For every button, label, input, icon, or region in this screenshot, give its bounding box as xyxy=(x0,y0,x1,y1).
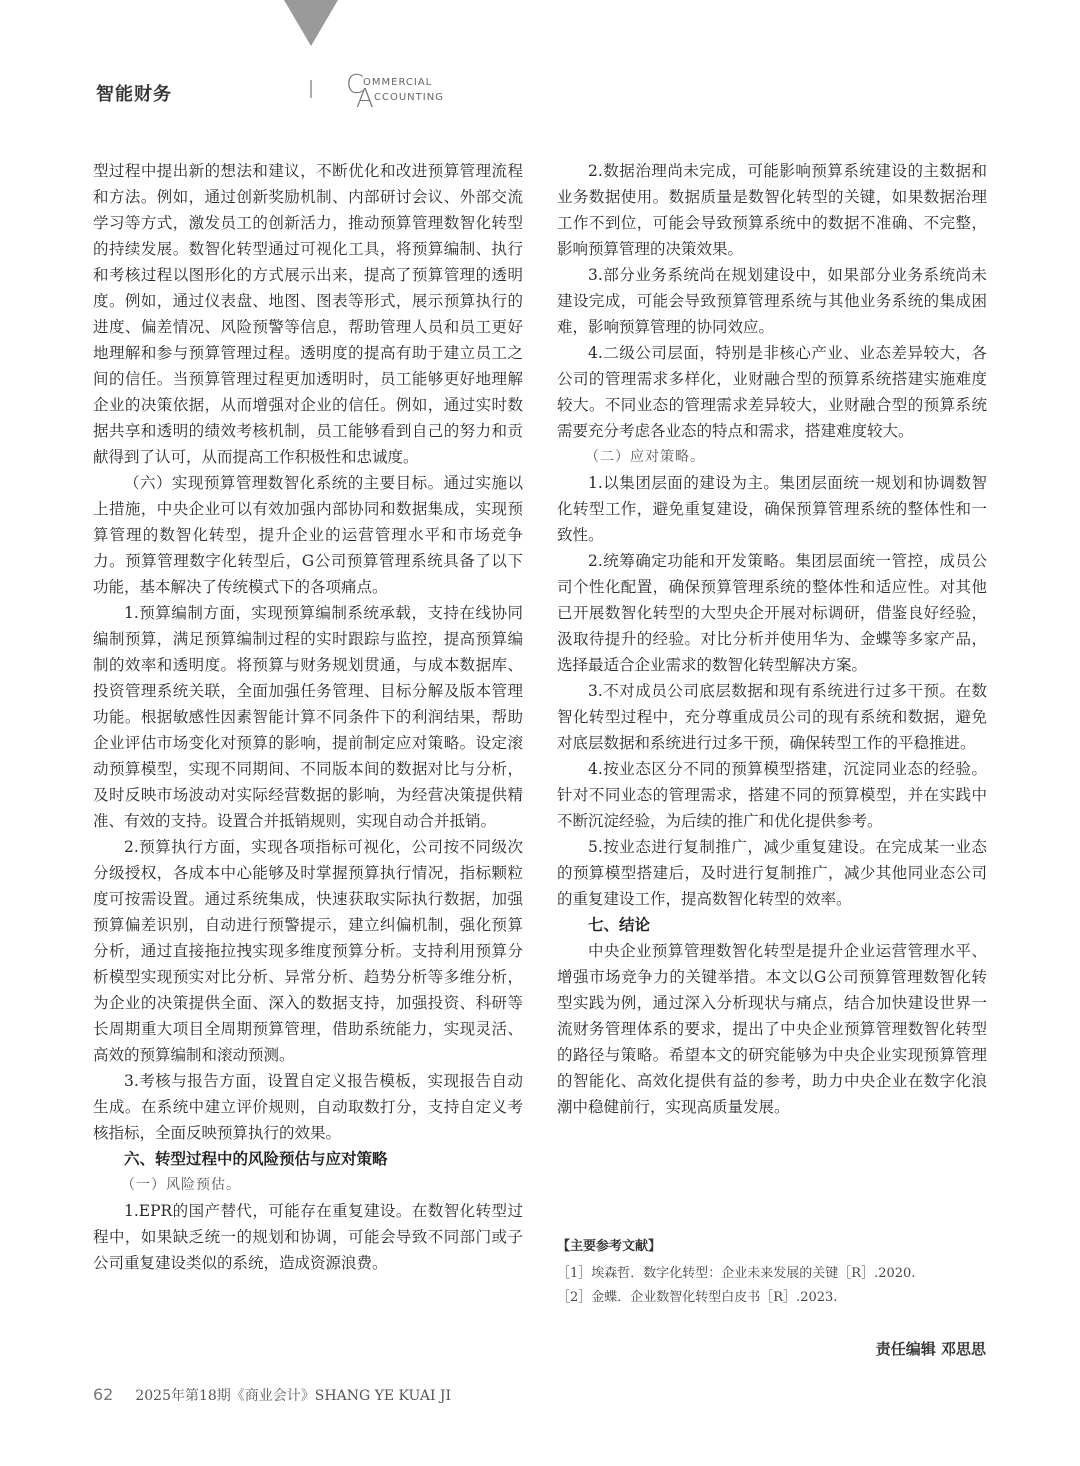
paragraph: 中央企业预算管理数智化转型是提升企业运营管理水平、增强市场竞争力的关键举措。本文以G公司预算管理数智化转型实践为例，通过深入分析现状与痛点，结合加快建设世界一流财务管理体系的要求，提出了中央企业预算管理数智化转型的路径与策略。希望本文的研究能够为中央企业实现预算管理的智能化、高效化提供有益的参考，助力中央企业在数字化浪潮中稳健前行，实现高质量发展。 xyxy=(557,942,987,1116)
reference-item: ［1］埃森哲．数字化转型：企业未来发展的关键［R］.2020. xyxy=(557,1266,916,1281)
header-triangle-mark xyxy=(284,0,338,46)
paragraph: 型过程中提出新的想法和建议，不断优化和改进预算管理流程和方法。例如，通过创新奖励机制、内部研讨会议、外部交流学习等方式，激发员工的创新活力，推动预算管理数智化转型的持续发展。数智化转型通过可视化工具，将预算编制、执行和考核过程以图形化的方式展示出来，提高了预算管理的透明度。例如，通过仪表盘、地图、图表等形式，展示预算执行的进度、偏差情况、风险预警等信息，帮助管理人员和员工更好地理解和参与预算管理过程。透明度的提高有助于建立员工之间的信任。当预算管理过程更加透明时，员工能够更好地理解企业的决策依据，从而增强对企业的信任。例如，通过实时数据共享和透明的绩效考核机制，员工能够看到自己的努力和贡献得到了认可，从而提高工作积极性和忠诚度。 xyxy=(93,162,523,466)
paragraph: 1.预算编制方面，实现预算编制系统承载，支持在线协同编制预算，满足预算编制过程的实时跟踪与监控，提高预算编制的效率和透明度。将预算与财务规划贯通，与成本数据库、投资管理系统关联，全面加强任务管理、目标分解及版本管理功能。根据敏感性因素智能计算不同条件下的利润结果，帮助企业评估市场变化对预算的影响，提前制定应对策略。设定滚动预算模型，实现不同期间、不同版本间的数据对比与分析，及时反映市场波动对实际经营数据的影响，为经营决策提供精准、有效的支持。设置合并抵销规则，实现自动合并抵销。 xyxy=(93,604,523,830)
paragraph: 3.不对成员公司底层数据和现有系统进行过多干预。在数智化转型过程中，充分尊重成员公司的现有系统和数据，避免对底层数据和系统进行过多干预，确保转型工作的平稳推进。 xyxy=(557,682,987,752)
paragraph: 2.统筹确定功能和开发策略。集团层面统一管控，成员公司个性化配置，确保预算管理系统的整体性和适应性。对其他已开展数智化转型的大型央企开展对标调研，借鉴良好经验，汲取待提升的经验。对比分析并使用华为、金蝶等多家产品，选择最适合企业需求的数智化转型解决方案。 xyxy=(557,552,987,674)
paragraph: 2.预算执行方面，实现各项指标可视化，公司按不同级次分级授权，各成本中心能够及时掌握预算执行情况，指标颗粒度可按需设置。通过系统集成，快速获取实际执行数据，加强预算偏差识别，自动进行预警提示，建立纠偏机制，强化预算分析，通过直接拖拉拽实现多维度预算分析。支持利用预算分析模型实现预实对比分析、异常分析、趋势分析等多维分析，为企业的决策提供全面、深入的数据支持，加强投资、科研等长周期重大项目全周期预算管理，借助系统能力，实现灵活、高效的预算编制和滚动预测。 xyxy=(93,838,523,1064)
paragraph: （六）实现预算管理数智化系统的主要目标。通过实施以上措施，中央企业可以有效加强内部协同和数据集成，实现预算管理的数智化转型，提升企业的运营管理水平和市场竞争力。预算管理数字化转型后，G公司预算管理系统具备了以下功能，基本解决了传统模式下的各项痛点。 xyxy=(93,474,523,596)
paragraph: 1.以集团层面的建设为主。集团层面统一规划和协调数智化转型工作，避免重复建设，确保预算管理系统的整体性和一致性。 xyxy=(557,474,987,544)
paragraph: 4.按业态区分不同的预算模型搭建，沉淀同业态的经验。针对不同业态的管理需求，搭建不同的预算模型，并在实践中不断沉淀经验，为后续的推广和优化提供参考。 xyxy=(557,760,987,830)
header-separator xyxy=(310,80,312,98)
paragraph: 3.考核与报告方面，设置自定义报告模板，实现报告自动生成。在系统中建立评价规则，自动取数打分，支持自定义考核指标，全面反映预算执行的效果。 xyxy=(93,1072,523,1142)
right-column xyxy=(557,158,987,1120)
journal-logo xyxy=(346,72,456,112)
left-column xyxy=(93,158,523,1276)
page-number: 62 xyxy=(93,1385,114,1404)
logo-letter-a: A xyxy=(356,84,374,114)
logo-word-accounting: CCOUNTING xyxy=(374,92,444,103)
reference-item: ［2］金蝶．企业数智化转型白皮书［R］.2023. xyxy=(557,1290,838,1305)
paragraph: 5.按业态进行复制推广，减少重复建设。在完成某一业态的预算模型搭建后，及时进行复制推广，减少其他同业态公司的重复建设工作，提高数智化转型的效率。 xyxy=(557,838,987,908)
paragraph: 1.EPR的国产替代，可能存在重复建设。在数智化转型过程中，如果缺乏统一的规划和协调，可能会导致不同部门或子公司重复建设类似的系统，造成资源浪费。 xyxy=(93,1202,523,1272)
section-heading: 六、转型过程中的风险预估与应对策略 xyxy=(124,1150,388,1168)
responsible-editor: 责任编辑 邓思思 xyxy=(875,1340,986,1358)
logo-letter-c: C xyxy=(346,70,365,100)
page-footer xyxy=(93,1385,451,1405)
issue-info: 2025年第18期《商业会计》SHANG YE KUAI JI xyxy=(135,1388,452,1404)
subsection-heading: （二）应对策略。 xyxy=(585,449,705,465)
paragraph: 3.部分业务系统尚在规划建设中，如果部分业务系统尚未建设完成，可能会导致预算管理系统与其他业务系统的集成困难，影响预算管理的协同效应。 xyxy=(557,266,987,336)
section-title: 智能财务 xyxy=(96,84,172,105)
paragraph: 4.二级公司层面，特别是非核心产业、业态差异较大，各公司的管理需求多样化，业财融合型的预算系统搭建实施难度较大。不同业态的管理需求差异较大，业财融合型的预算系统需要充分考虑各业态的特点和需求，搭建难度较大。 xyxy=(557,344,987,440)
logo-word-commercial: OMMERCIAL xyxy=(363,77,433,88)
references xyxy=(557,1236,987,1310)
subsection-heading: （一）风险预估。 xyxy=(121,1177,241,1193)
references-title: 【主要参考文献】 xyxy=(557,1239,662,1254)
paragraph: 2.数据治理尚未完成，可能影响预算系统建设的主数据和业务数据使用。数据质量是数智化转型的关键，如果数据治理工作不到位，可能会导致预算系统中的数据不准确、不完整，影响预算管理的决策效果。 xyxy=(557,162,987,258)
section-heading: 七、结论 xyxy=(588,916,651,934)
